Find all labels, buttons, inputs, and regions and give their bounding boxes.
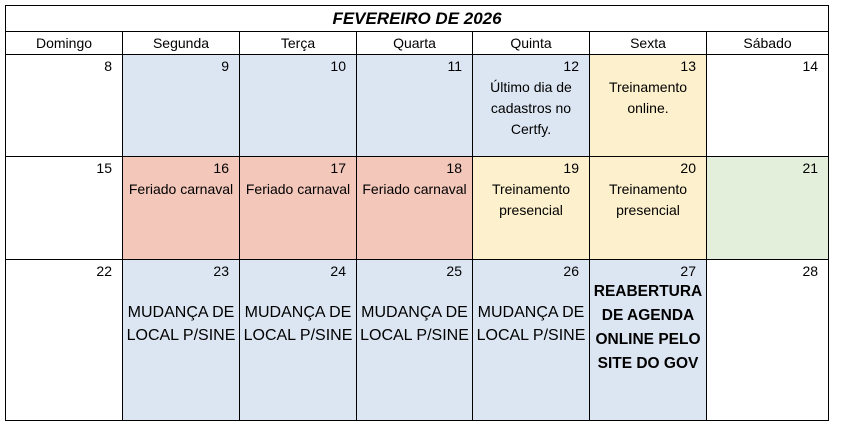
day-cell [707,260,829,421]
week-row [6,55,829,157]
calendar [5,5,828,425]
day-number: 17 [330,160,346,176]
weekday-saturday: Sábado [707,32,829,55]
event-note: MUDANÇA DE LOCAL P/SINE [126,304,236,344]
day-cell [6,260,123,421]
day-cell [473,260,590,421]
day-cell [240,55,357,157]
calendar-title: FEVEREIRO DE 2026 [6,6,829,32]
day-number: 22 [96,263,112,279]
weekday-sunday: Domingo [6,32,123,55]
event-note: Treinamento presencial [491,181,571,218]
day-number: 24 [330,263,346,279]
day-cell [590,157,707,260]
weekday-thursday: Quinta [473,32,590,55]
weekday-wednesday: Quarta [357,32,473,55]
day-number: 25 [446,263,462,279]
event-note: Treinamento presencial [608,181,688,218]
day-cell [6,157,123,260]
event-note: Treinamento online. [608,79,688,116]
event-note: REABERTURA DE AGENDA ONLINE PELO SITE DO GOV [593,283,703,372]
day-number: 18 [446,160,462,176]
calendar-table [5,5,829,421]
day-number: 16 [213,160,229,176]
day-number: 20 [680,160,696,176]
day-cell [123,260,240,421]
event-note: Feriado carnaval [128,181,234,197]
day-cell [473,55,590,157]
day-number: 12 [563,58,579,74]
day-cell [123,157,240,260]
day-cell [357,157,473,260]
day-number: 19 [563,160,579,176]
day-number: 23 [213,263,229,279]
day-cell [707,157,829,260]
day-number: 27 [680,263,696,279]
day-number: 9 [221,58,229,74]
day-number: 28 [802,263,819,279]
event-note: MUDANÇA DE LOCAL P/SINE [476,304,586,344]
weekday-friday: Sexta [590,32,707,55]
event-note: Feriado carnaval [362,181,467,197]
day-number: 11 [447,58,462,74]
day-cell [590,55,707,157]
day-number: 10 [330,58,346,74]
weekday-monday: Segunda [123,32,240,55]
day-cell [6,55,123,157]
day-number: 21 [802,160,819,176]
day-cell [357,55,473,157]
day-number: 14 [802,58,819,74]
day-cell [123,55,240,157]
event-note: Último dia de cadastros no Certfy. [490,79,572,137]
event-note: MUDANÇA DE LOCAL P/SINE [243,304,353,344]
day-cell [473,157,590,260]
day-number: 26 [563,263,579,279]
day-cell [240,157,357,260]
day-cell [707,55,829,157]
event-note: MUDANÇA DE LOCAL P/SINE [360,304,469,344]
day-cell [357,260,473,421]
week-row [6,260,829,421]
day-number: 13 [680,58,696,74]
event-note: Feriado carnaval [245,181,351,197]
weekday-tuesday: Terça [240,32,357,55]
day-number: 8 [104,58,112,74]
week-row [6,157,829,260]
day-cell [240,260,357,421]
day-number: 15 [96,160,112,176]
day-cell [590,260,707,421]
